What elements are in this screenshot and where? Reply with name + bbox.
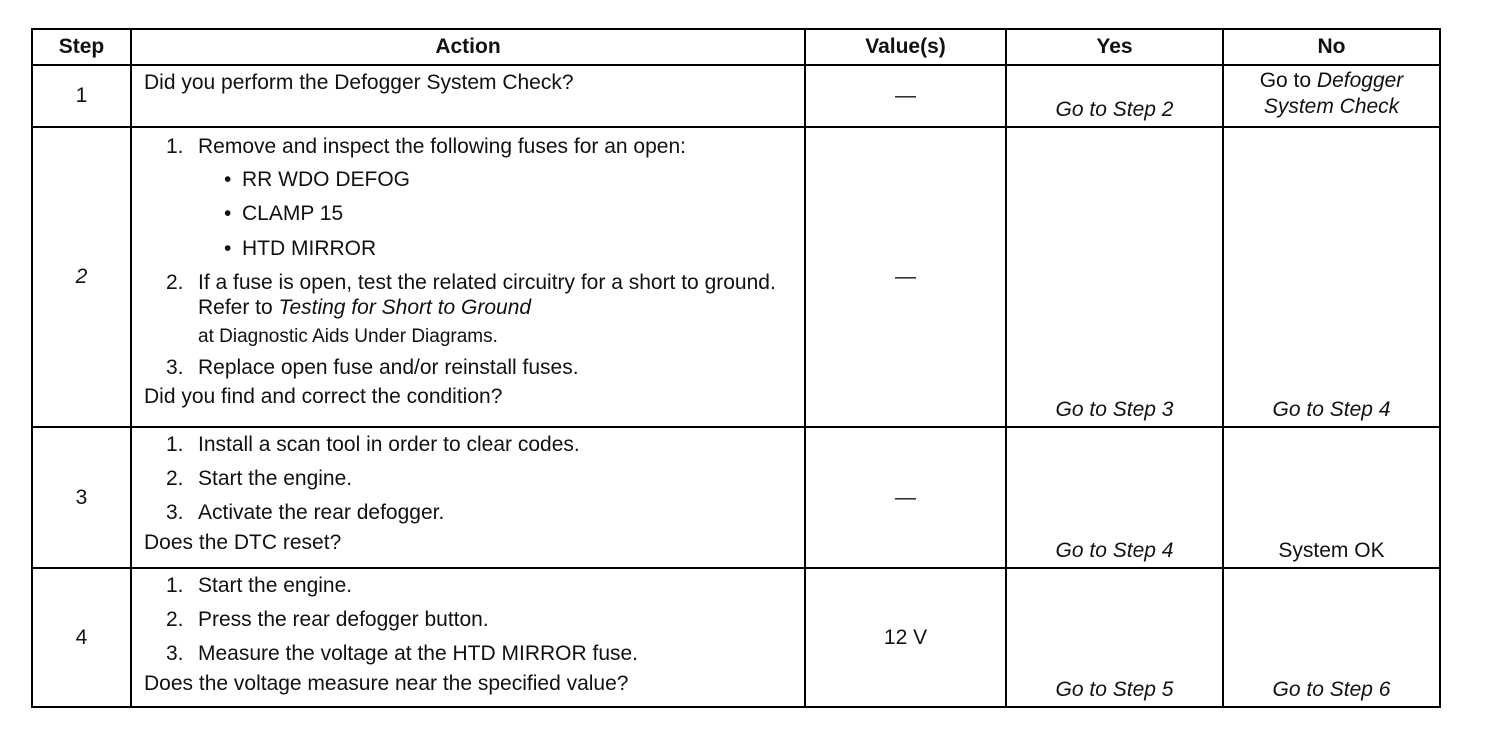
action-list bbox=[144, 573, 794, 667]
action-cell bbox=[131, 127, 805, 427]
action-cell bbox=[131, 568, 805, 707]
header-no: No bbox=[1223, 29, 1440, 65]
table-row bbox=[32, 65, 1440, 127]
question-text: Does the voltage measure near the specified value? bbox=[144, 671, 629, 695]
list-item: 1. Install a scan tool in order to clear codes. bbox=[166, 433, 580, 456]
list-item: • CLAMP 15 bbox=[224, 202, 344, 226]
yes-cell: Go to Step 5 bbox=[1006, 568, 1223, 707]
no-cell bbox=[1223, 65, 1440, 127]
action-list bbox=[144, 432, 794, 526]
list-item: 2. If a fuse is open, test the related circuitry for a short to ground. Refer to Testing for Short to Ground at Diagnostic Aids Under Diagrams. bbox=[166, 270, 776, 348]
action-cell bbox=[131, 65, 805, 127]
list-item: 1. Remove and inspect the following fuses for an open: • RR WDO DEFOG • CLAMP 15 • HTD MIRROR bbox=[166, 134, 794, 261]
no-cell: Go to Step 6 bbox=[1223, 568, 1440, 707]
list-item: 3. Measure the voltage at the HTD MIRROR fuse. bbox=[166, 642, 639, 666]
value-cell: — bbox=[805, 127, 1006, 427]
yes-cell: Go to Step 2 bbox=[1006, 65, 1223, 127]
list-item: 2. Press the rear defogger button. bbox=[166, 608, 489, 632]
action-cell bbox=[131, 427, 805, 568]
question-text: Does the DTC reset? bbox=[144, 530, 342, 554]
reference-link: Testing for Short to Ground bbox=[278, 295, 532, 319]
header-values: Value(s) bbox=[805, 29, 1006, 65]
list-item: • RR WDO DEFOG bbox=[224, 168, 410, 192]
list-item: 3. Replace open fuse and/or reinstall fuses. bbox=[166, 355, 579, 379]
step-number: 1 bbox=[32, 65, 131, 127]
no-cell: System OK bbox=[1223, 427, 1440, 568]
list-item: 2. Start the engine. bbox=[166, 467, 353, 491]
action-list bbox=[144, 134, 794, 380]
value-cell: — bbox=[805, 427, 1006, 568]
yes-cell: Go to Step 4 bbox=[1006, 427, 1223, 568]
header-row bbox=[32, 29, 1440, 65]
value-cell: — bbox=[805, 65, 1006, 127]
value-cell: 12 V bbox=[805, 568, 1006, 707]
step-number: 2 bbox=[32, 127, 131, 427]
table-row bbox=[32, 568, 1440, 707]
no-cell: Go to Step 4 bbox=[1223, 127, 1440, 427]
yes-cell: Go to Step 3 bbox=[1006, 127, 1223, 427]
no-prefix: Go to bbox=[1259, 69, 1317, 92]
table-row bbox=[32, 127, 1440, 427]
header-action: Action bbox=[131, 29, 805, 65]
list-item: 1. Start the engine. bbox=[166, 574, 353, 597]
question-text: Did you find and correct the condition? bbox=[144, 385, 503, 409]
step-number: 3 bbox=[32, 427, 131, 568]
fuse-list bbox=[198, 167, 794, 261]
table-row bbox=[32, 427, 1440, 568]
header-step: Step bbox=[32, 29, 131, 65]
list-item: • HTD MIRROR bbox=[224, 236, 377, 260]
step-number: 4 bbox=[32, 568, 131, 707]
no-reference: Defogger System Check bbox=[1263, 69, 1404, 119]
question-text: Did you perform the Defogger System Check? bbox=[144, 71, 574, 94]
header-yes: Yes bbox=[1006, 29, 1223, 65]
list-item: 3. Activate the rear defogger. bbox=[166, 501, 445, 525]
diagnostic-table bbox=[31, 28, 1441, 708]
